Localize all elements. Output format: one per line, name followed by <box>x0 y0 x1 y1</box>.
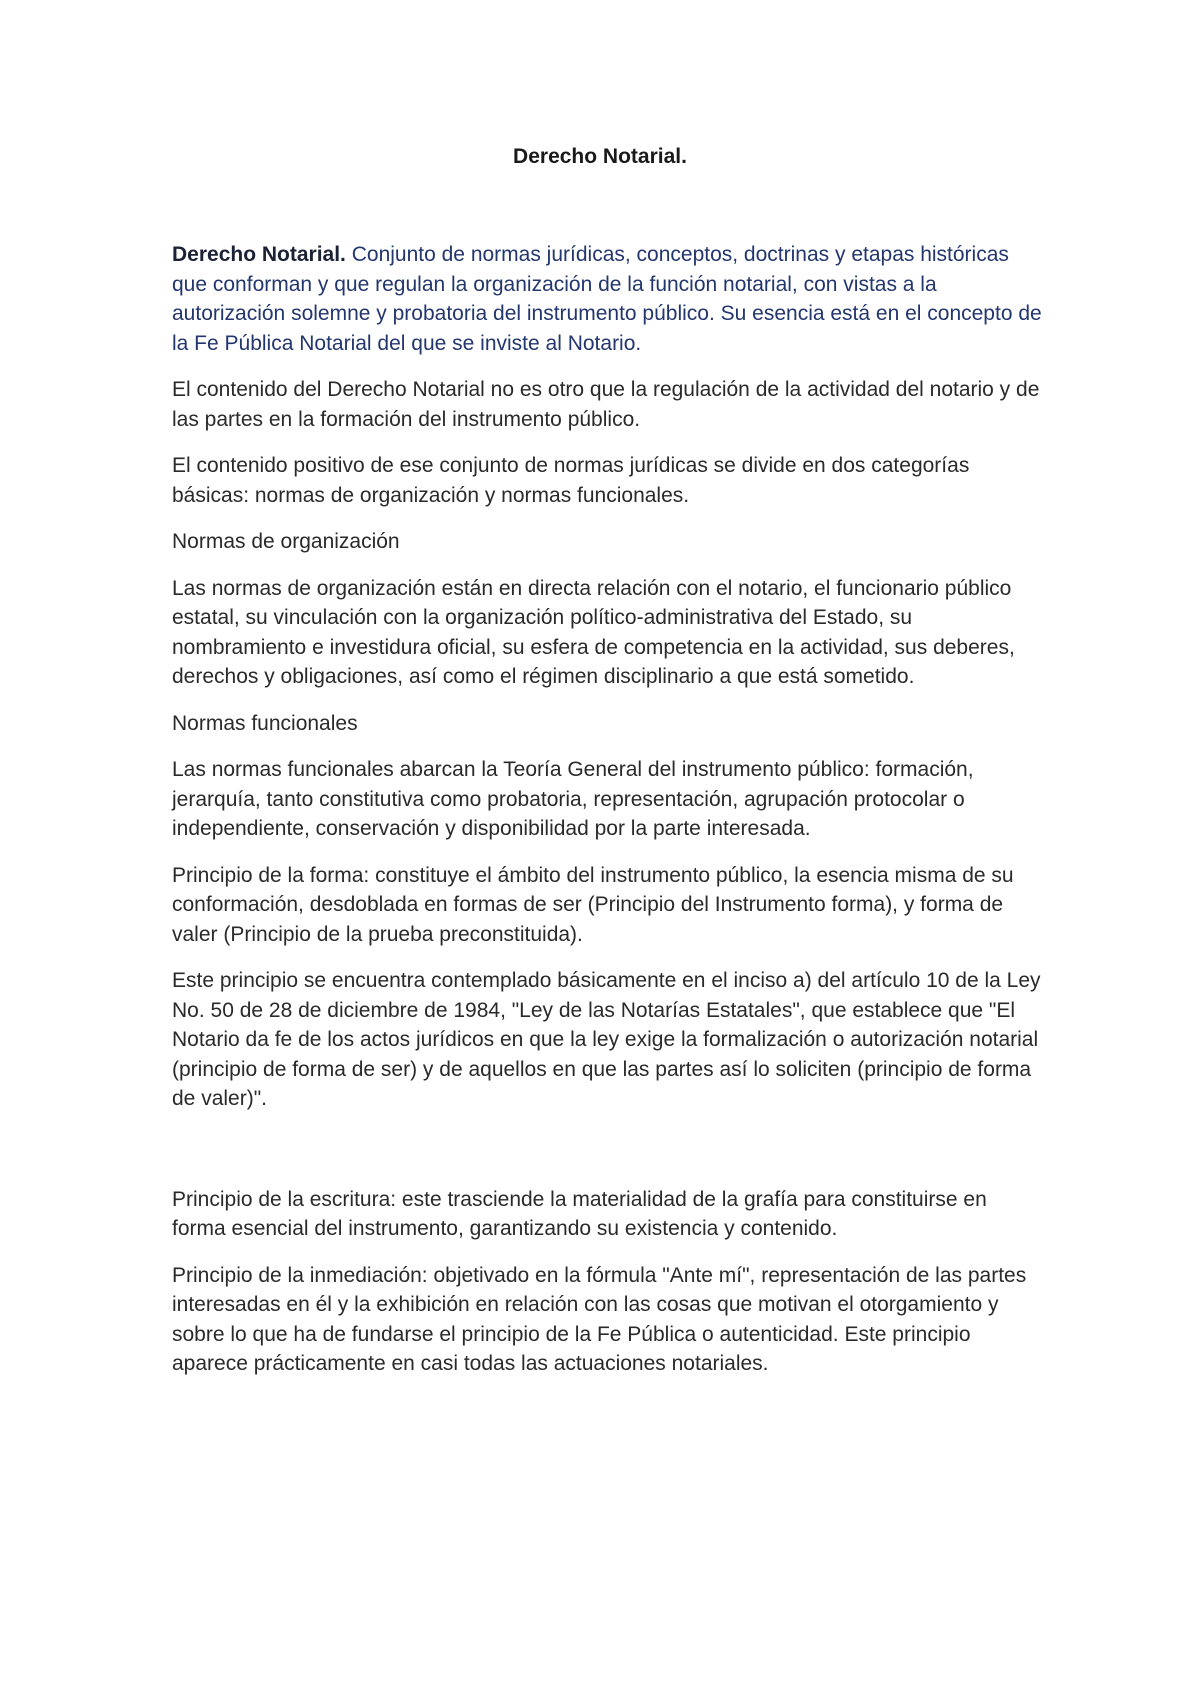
section-heading-functional: Normas funcionales <box>172 711 358 735</box>
paragraph-writing-principle: Principio de la escritura: este trasciende la materialidad de la grafía para constituirse en forma esencial del instrumento, garantizando su existencia y contenido. <box>172 1187 987 1240</box>
paragraph-positive-content: El contenido positivo de ese conjunto de normas jurídicas se divide en dos categorías básicas: normas de organización y normas funcionales. <box>172 454 970 507</box>
paragraph-content-scope: El contenido del Derecho Notarial no es otro que la regulación de la actividad del notario y de las partes en la formación del instrumento público. <box>172 378 1040 431</box>
section-heading-organization: Normas de organización <box>172 530 400 553</box>
paragraph-law-reference: Este principio se encuentra contemplado básicamente en el inciso a) del artículo 10 de la Ley No. 50 de 28 de diciembre de 1984, "Ley de las Notarías Estatales", que establece que "El Notario da fe de los actos jurídicos en que la ley exige la formalización o autorización notarial (principio de forma de ser) y de aquellos en que las partes así lo soliciten (principio de forma de valer)". <box>172 969 1041 1110</box>
paragraph-immediacy-principle: Principio de la inmediación: objetivado en la fórmula "Ante mí", representación de las partes interesadas en él y la exhibición en relación con las cosas que motivan el otorgamiento y sobre lo que ha de fundarse el principio de la Fe Pública o autenticidad. Este principio aparece prácticamente en casi todas las actuaciones notariales. <box>172 1263 1027 1375</box>
intro-definition: Conjunto de normas jurídicas, conceptos, doctrinas y etapas históricas que conforman y que regulan la organización de la función notarial, con vistas a la autorización solemne y probatoria del instrumento público. Su esencia está en el concepto de la Fe Pública Notarial del que se inviste al Notario. <box>172 243 1042 355</box>
intro-paragraph <box>172 240 1042 358</box>
blank-line <box>172 1131 1042 1185</box>
document-title: Derecho Notarial. <box>513 145 687 168</box>
paragraph-functional-norms: Las normas funcionales abarcan la Teoría General del instrumento público: formación, jerarquía, tanto constitutiva como probatoria, representación, agrupación protocolar o independiente, conservación y disponibilidad por la parte interesada. <box>172 758 974 840</box>
paragraph-organization-norms: Las normas de organización están en directa relación con el notario, el funcionario público estatal, su vinculación con la organización político-administrativa del Estado, su nombramiento e investidura oficial, su esfera de competencia en la actividad, sus deberes, derechos y obligaciones, así como el régimen disciplinario a que está sometido. <box>172 576 1015 688</box>
intro-term: Derecho Notarial. <box>172 243 346 266</box>
paragraph-form-principle: Principio de la forma: constituye el ámbito del instrumento público, la esencia misma de su conformación, desdoblada en formas de ser (Principio del Instrumento forma), y forma de valer (Principio de la prueba preconstituida). <box>172 863 1014 946</box>
document-body <box>172 240 1042 1396</box>
